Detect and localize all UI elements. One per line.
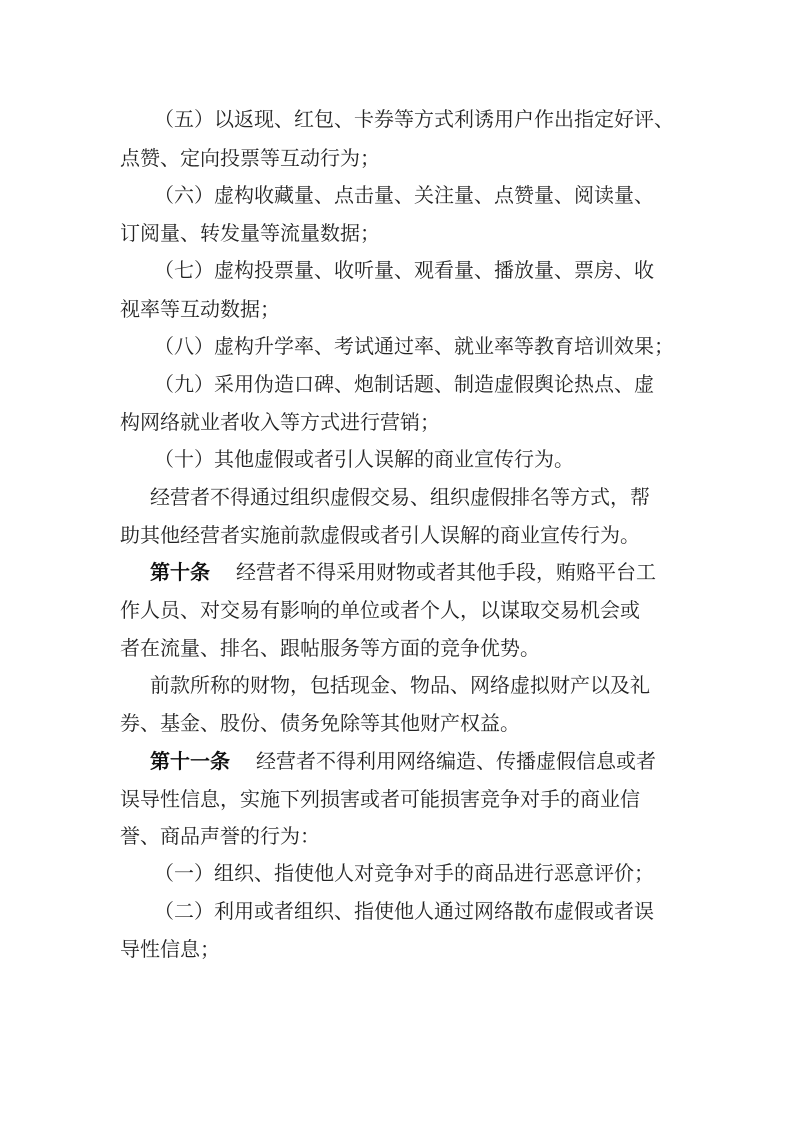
text-line-content: 誉、商品声誉的行为： — [120, 824, 320, 848]
text-line — [0, 99, 793, 139]
article-10-first-line — [0, 552, 793, 592]
text-line — [0, 853, 793, 893]
text-line — [0, 590, 793, 630]
text-line-content: 点赞、定向投票等互动行为； — [120, 146, 380, 170]
text-line-content: 助其他经营者实施前款虚假或者引人误解的商业宣传行为。 — [120, 523, 640, 547]
text-line — [0, 779, 793, 819]
text-line-content: （五）以返现、红包、卡券等方式利诱用户作出指定好评、 — [154, 107, 674, 131]
text-line — [0, 364, 793, 404]
text-line-content: 券、基金、股份、债务免除等其他财产权益。 — [120, 711, 520, 735]
text-line-content: （二）利用或者组织、指使他人通过网络散布虚假或者误 — [154, 899, 654, 923]
text-line-content: 经营者不得通过组织虚假交易、组织虚假排名等方式，帮 — [150, 485, 650, 509]
text-line — [0, 289, 793, 329]
text-line — [0, 477, 793, 517]
text-line — [0, 665, 793, 705]
text-line — [0, 402, 793, 442]
text-line-content: 构网络就业者收入等方式进行营销； — [120, 410, 440, 434]
text-line-content: 经营者不得采用财物或者其他手段，贿赂平台工 — [236, 560, 656, 584]
text-line — [0, 703, 793, 743]
text-line-content: 视率等互动数据； — [120, 297, 280, 321]
text-line-content: 导性信息； — [120, 937, 220, 961]
text-line-content: （七）虚构投票量、收听量、观看量、播放量、票房、收 — [154, 258, 654, 282]
text-line — [0, 138, 793, 178]
text-line-content: （一）组织、指使他人对竞争对手的商品进行恶意评价； — [154, 861, 654, 885]
text-line — [0, 175, 793, 215]
article-11-first-line — [0, 741, 793, 781]
text-line-content: 经营者不得利用网络编造、传播虚假信息或者 — [256, 749, 656, 773]
text-line — [0, 891, 793, 931]
text-line-content: （八）虚构升学率、考试通过率、就业率等教育培训效果； — [154, 334, 674, 358]
text-line — [0, 816, 793, 856]
text-line-content: 误导性信息，实施下列损害或者可能损害竞争对手的商业信 — [120, 787, 640, 811]
text-line-content: （九）采用伪造口碑、炮制话题、制造虚假舆论热点、虚 — [154, 372, 654, 396]
text-line — [0, 628, 793, 668]
text-line — [0, 929, 793, 969]
text-line-content: 作人员、对交易有影响的单位或者个人，以谋取交易机会或 — [120, 598, 640, 622]
text-line — [0, 326, 793, 366]
text-line — [0, 439, 793, 479]
article-11-heading: 第十一条 — [150, 749, 230, 773]
text-line — [0, 250, 793, 290]
text-line — [0, 213, 793, 253]
text-line — [0, 515, 793, 555]
text-line-content: 前款所称的财物，包括现金、物品、网络虚拟财产以及礼 — [150, 673, 650, 697]
text-line-content: 订阅量、转发量等流量数据； — [120, 221, 380, 245]
text-line-content: （六）虚构收藏量、点击量、关注量、点赞量、阅读量、 — [154, 183, 654, 207]
text-line-content: （十）其他虚假或者引人误解的商业宣传行为。 — [154, 447, 574, 471]
text-line-content: 者在流量、排名、跟帖服务等方面的竞争优势。 — [120, 636, 540, 660]
article-10-heading: 第十条 — [150, 560, 210, 584]
